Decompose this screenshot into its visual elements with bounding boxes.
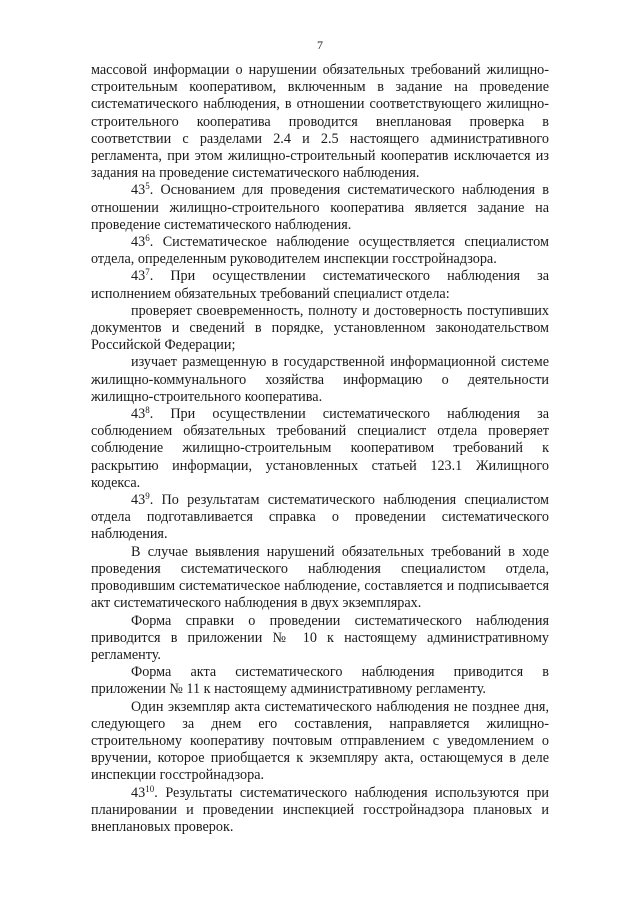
paragraph-text: В случае выявления нарушений обязательных требований в ходе проведения систематического наблюдения специалистом отдела, проводившим систематическое наблюдение, составляется и подписывается акт систематического наблюдения в двух экземплярах.: [91, 543, 549, 612]
paragraph-text: . При осуществлении систематического наблюдения за соблюдением обязательных требований специалист отдела проверяет соблюдение жилищно-строительным кооперативом требований к раскрытию информации, установленных статьей 123.1 Жилищного кодекса.: [91, 406, 549, 491]
paragraph: [91, 182, 549, 234]
paragraph-number-superscript: 10: [145, 783, 155, 794]
paragraph: [91, 234, 549, 268]
paragraph: [91, 699, 549, 785]
paragraph-text: Форма справки о проведении систематического наблюдения приводится в приложении № 10 к настоящему административному регламенту.: [91, 612, 549, 663]
paragraph: [91, 785, 549, 837]
page-number: 7: [317, 38, 323, 52]
paragraph-number: 43: [131, 182, 146, 199]
paragraph: [91, 664, 549, 698]
paragraph-number-superscript: 9: [145, 491, 150, 502]
paragraph-text: массовой информации о нарушении обязательных требований жилищно-строительным кооперативом, включенным в задание на проведение систематического наблюдения, в отношении соответствующего жилищно-строительного кооператива проводится внеплановая проверка в соответствии с разделами 2.4 и 2.5 настоящего административного регламента, при этом жилищно-строительный кооператив исключается из задания на проведение систематического наблюдения.: [91, 62, 549, 182]
paragraph-text: изучает размещенную в государственной информационной системе жилищно-коммунального хозяйства информацию о деятельности жилищно-строительного кооператива.: [91, 354, 549, 405]
paragraph: [91, 303, 549, 355]
paragraph-number-superscript: 5: [145, 181, 150, 192]
paragraph-text: . По результатам систематического наблюдения специалистом отдела подготавливается справка о проведении систематического наблюдения.: [91, 492, 549, 543]
paragraph: [91, 492, 549, 544]
paragraph-number: 43: [131, 268, 146, 285]
paragraph-number: 43: [131, 406, 146, 423]
paragraph-number: 43: [131, 784, 146, 801]
paragraph-number-superscript: 7: [145, 267, 150, 278]
paragraph: [91, 268, 549, 302]
paragraph-text: Один экземпляр акта систематического наблюдения не позднее дня, следующего за днем его составления, направляется жилищно-строительному кооперативу почтовым отправлением с уведомлением о вручении, которое приобщается к экземпляру акта, остающемуся в деле инспекции госстройнадзора.: [91, 698, 549, 784]
paragraph-text: . Результаты систематического наблюдения используются при планировании и проведении инспекцией госстройнадзора плановых и внеплановых проверок.: [91, 784, 549, 835]
paragraph-number: 43: [131, 234, 146, 251]
paragraph-number-superscript: 8: [145, 405, 150, 416]
paragraph-text: Форма акта систематического наблюдения приводится в приложении № 11 к настоящему административному регламенту.: [91, 664, 549, 698]
paragraph: [91, 544, 549, 613]
paragraph-number: 43: [131, 492, 146, 509]
paragraph-number-superscript: 6: [145, 233, 150, 244]
paragraph: [91, 406, 549, 492]
paragraph-text: . Систематическое наблюдение осуществляется специалистом отдела, определенным руководителем инспекции госстройнадзора.: [91, 234, 549, 268]
document-body: [91, 62, 549, 836]
paragraph-text: . При осуществлении систематического наблюдения за исполнением обязательных требований специалист отдела:: [91, 268, 549, 302]
paragraph-text: проверяет своевременность, полноту и достоверность поступивших документов и сведений в порядке, установленном законодательством Российской Федерации;: [91, 302, 549, 354]
paragraph: [91, 613, 549, 665]
paragraph-text: . Основанием для проведения систематического наблюдения в отношении жилищно-строительного кооператива является задание на проведение систематического наблюдения.: [91, 182, 549, 233]
paragraph: [91, 354, 549, 406]
paragraph: [91, 62, 549, 182]
